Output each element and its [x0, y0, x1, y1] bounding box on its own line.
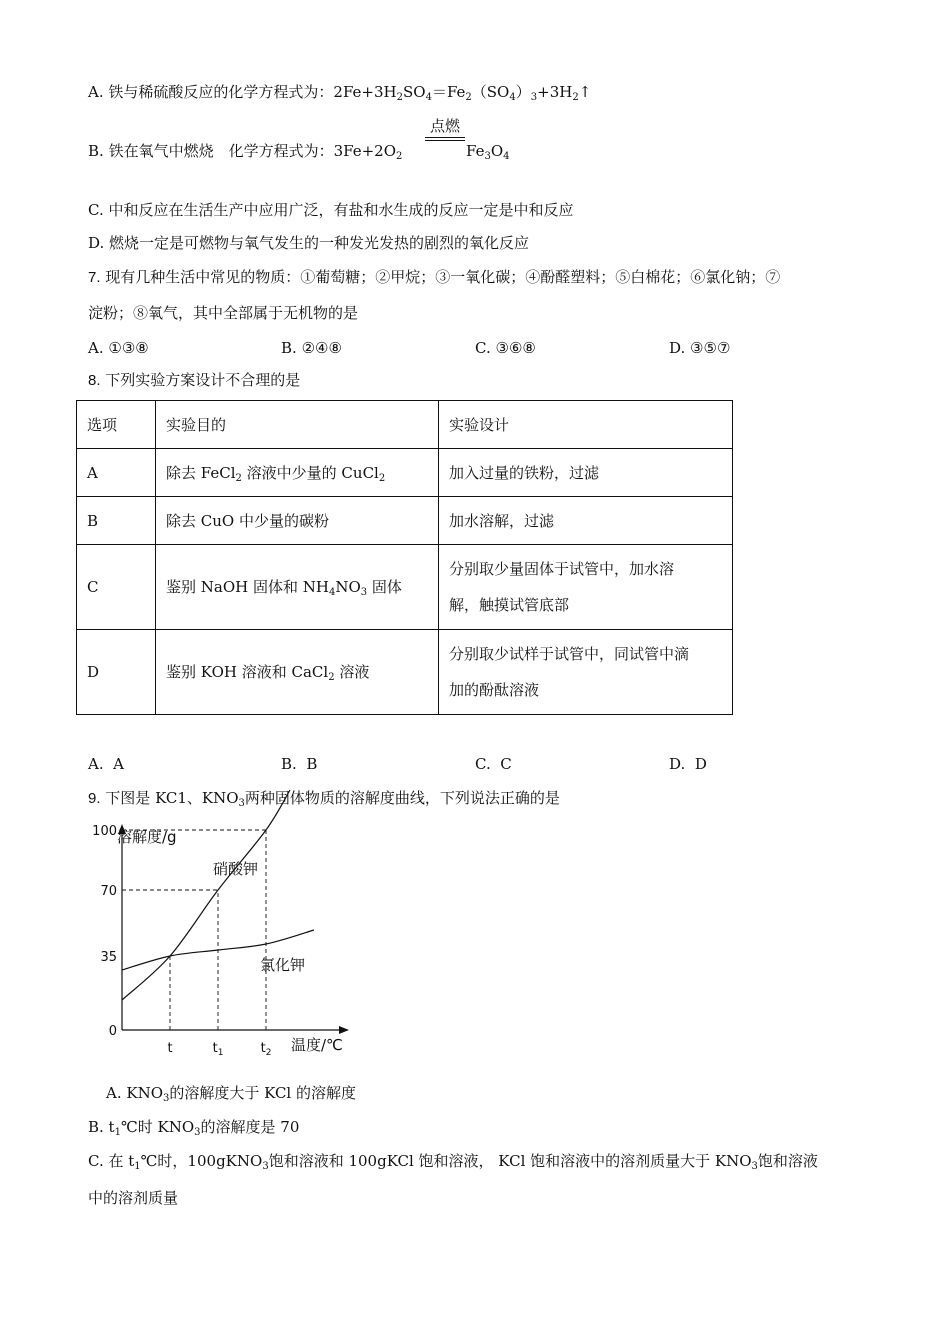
row-design: 分别取少试样于试管中，同试管中滴 加的酚酞溶液: [439, 630, 733, 715]
q9-option-b: B. $t_1℃$时 $KNO_3$的溶解度是 70: [88, 1118, 300, 1138]
chart-axes: [118, 824, 349, 1034]
q6-option-b: B. 铁在氧气中燃烧 化学方程式为：$3Fe+2O_2$: [88, 142, 403, 162]
y-tick-label: 35: [100, 950, 117, 965]
kcl-curve-label: 氯化钾: [260, 956, 306, 974]
row-purpose: 除去 FeCl$_2$ 溶液中少量的 CuCl$_2$: [156, 449, 439, 497]
x-tick-label: $t_1$: [212, 1041, 224, 1058]
experiment-table: [76, 400, 733, 715]
q7-option-b: B. ②④⑧: [281, 339, 342, 357]
q7-option-a: A. ①③⑧: [88, 339, 149, 357]
y-tick-label: 70: [100, 884, 117, 899]
table-header-row: [77, 401, 733, 449]
y-axis-title: 溶解度/g: [117, 828, 177, 846]
x-axis-arrow: [339, 1026, 349, 1034]
solubility-chart: [92, 822, 355, 1058]
table-row: [77, 545, 733, 630]
row-option: D: [77, 630, 156, 715]
row-purpose: 鉴别 KOH 溶液和 CaCl$_2$ 溶液: [156, 630, 439, 715]
q6-option-d: D. 燃烧一定是可燃物与氧气发生的一种发光发热的剧烈的氧化反应: [88, 234, 530, 252]
row-purpose: 鉴别 NaOH 固体和 $NH_4NO_3$ 固体: [156, 545, 439, 630]
y-tick-label: 0: [108, 1024, 117, 1039]
q7-stem-line2: 淀粉；⑧氧气，其中全部属于无机物的是: [88, 304, 359, 322]
q6-option-c: C. 中和反应在生活生产中应用广泛，有盐和水生成的反应一定是中和反应: [88, 201, 574, 219]
header-purpose: 实验目的: [156, 401, 439, 449]
q6-option-a: A. 铁与稀硫酸反应的化学方程式为：$2Fe+3H_2SO_4=Fe_2(SO_4)_3+3H_2↑$: [88, 83, 592, 103]
q7-option-c: C. ③⑥⑧: [475, 339, 536, 357]
row-design: 分别取少量固体于试管中，加水溶 解，触摸试管底部: [439, 545, 733, 630]
header-design: 实验设计: [439, 401, 733, 449]
row-purpose: 除去 CuO 中少量的碳粉: [156, 497, 439, 545]
x-axis-title: 温度/℃: [291, 1036, 343, 1054]
row-design: 加入过量的铁粉，过滤: [439, 449, 733, 497]
q8-answer-a: A. A: [88, 755, 124, 773]
kno3-curve-label: 硝酸钾: [213, 860, 259, 878]
row-option: C: [77, 545, 156, 630]
q9-option-c-line1: C. 在 $t_1℃$时，100gKNO$_3$饱和溶液和 100gKCl 饱和溶液， KCl 饱和溶液中的溶剂质量大于 $KNO_3$饱和溶液: [88, 1152, 818, 1172]
q8-answer-d: D. D: [669, 755, 707, 773]
row-option: A: [77, 449, 156, 497]
q7-option-d: D. ③⑤⑦: [669, 339, 731, 357]
q9-option-a: A. $KNO_3$的溶解度大于 KCl 的溶解度: [106, 1084, 356, 1104]
x-tick-label: t: [167, 1041, 173, 1056]
reaction-condition: 点燃: [425, 115, 465, 141]
q8-answer-c: C. C: [475, 755, 512, 773]
q9-option-c-line2: 中的溶剂质量: [88, 1189, 179, 1207]
q9-stem: 9. 下图是 KC1、$KNO_3$两种固体物质的溶解度曲线，下列说法正确的是: [88, 789, 560, 809]
q6-b-product: $Fe_3O_4$: [466, 142, 510, 162]
row-design: 加水溶解，过滤: [439, 497, 733, 545]
table-row: [77, 630, 733, 715]
x-tick-label: $t_2$: [260, 1041, 272, 1058]
q7-stem-line1: 7. 现有几种生活中常见的物质：①葡萄糖；②甲烷；③一氧化碳；④酚醛塑料；⑤白棉花；⑥氯化钠；⑦: [88, 268, 781, 286]
table-row: [77, 449, 733, 497]
table-row: [77, 497, 733, 545]
q8-stem: 8. 下列实验方案设计不合理的是: [88, 371, 301, 389]
row-option: B: [77, 497, 156, 545]
q8-answer-b: B. B: [281, 755, 318, 773]
equal-sign: [425, 137, 465, 141]
header-option: 选项: [77, 401, 156, 449]
y-tick-label: 100: [92, 824, 117, 839]
